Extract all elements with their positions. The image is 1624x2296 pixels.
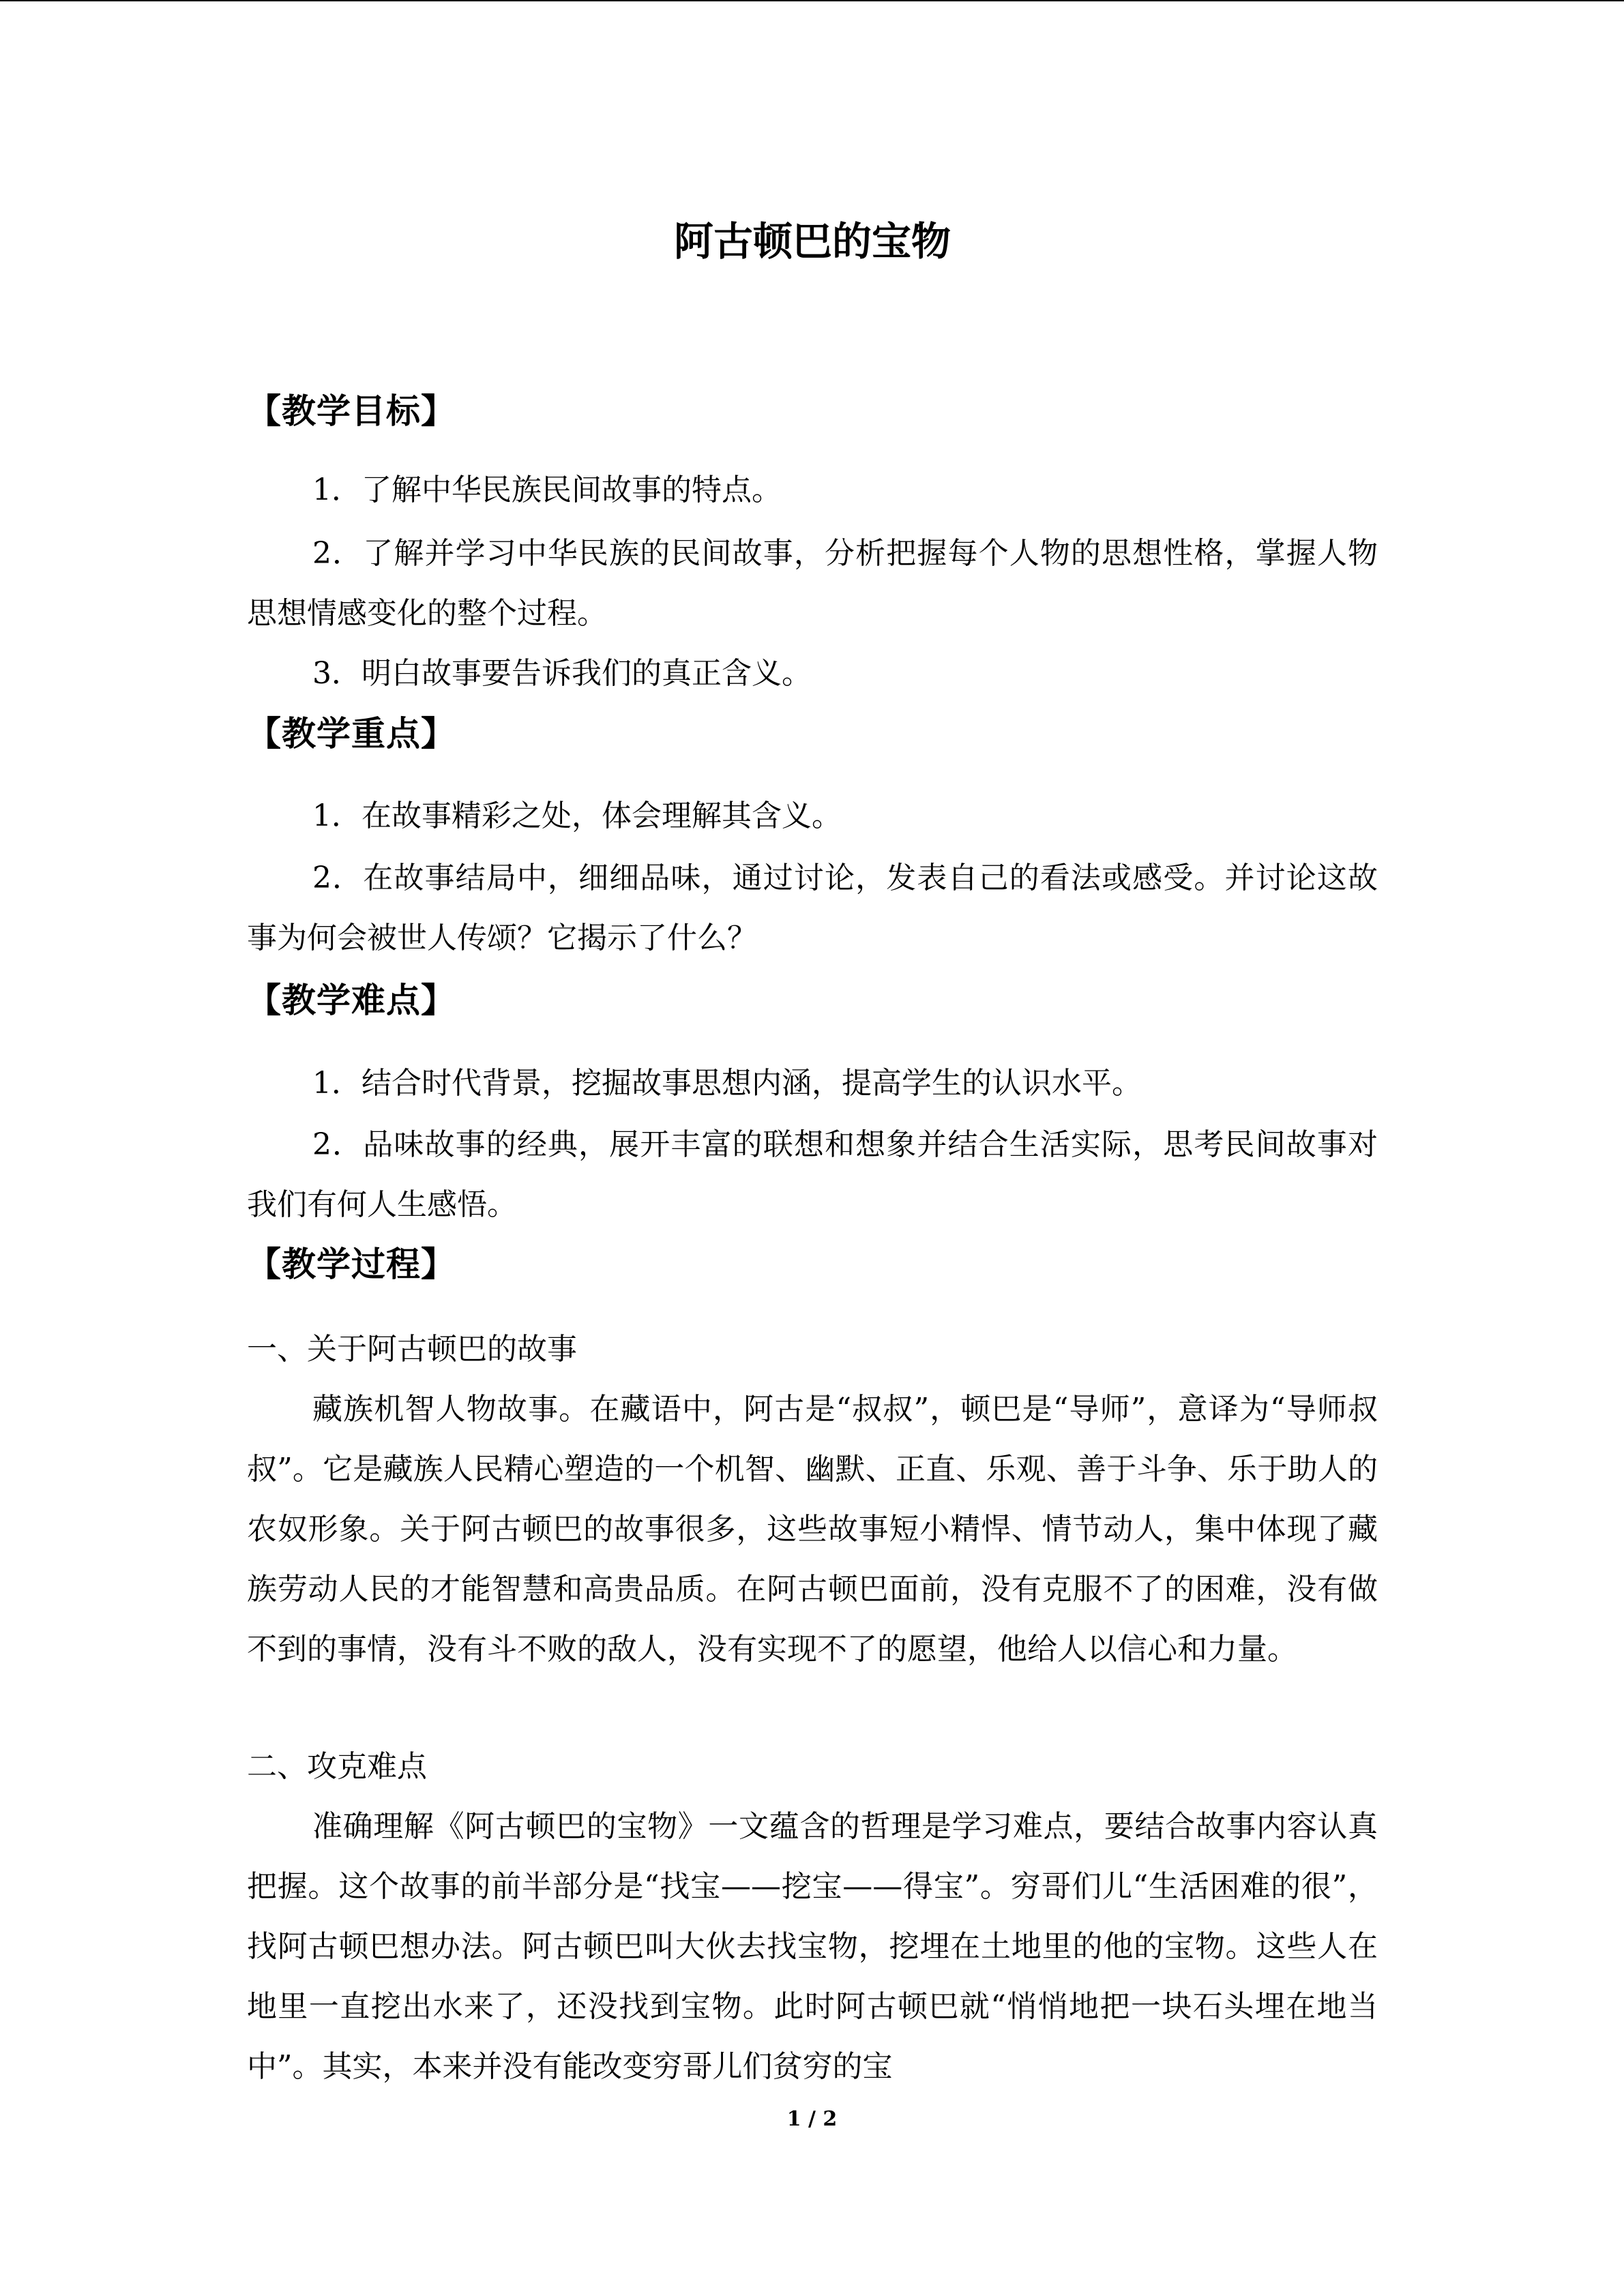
difficulty-item-2: 2．品味故事的经典，展开丰富的联想和想象并结合生活实际，思考民间故事对我们有何人生感悟。 xyxy=(247,1127,1378,1222)
section-heading-process: 【教学过程】 xyxy=(247,1244,456,1284)
difficulty-item-1: 1．结合时代背景，挖掘故事思想内涵，提高学生的认识水平。 xyxy=(312,1066,1142,1101)
process-part2-text: 准确理解《阿古顿巴的宝物》一文蕴含的哲理是学习难点，要结合故事内容认真把握。这个故事的前半部分是“找宝——挖宝——得宝”。穷哥们儿“生活困难的很”，找阿古顿巴想办法。阿古顿巴叫大伙去找宝物，挖埋在土地里的他的宝物。这些人在地里一直挖出水来了，还没找到宝物。此时阿古顿巴就“悄悄地把一块石头埋在地当中”。其实，本来并没有能改变穷哥儿们贫穷的宝 xyxy=(247,1809,1378,2084)
section-heading-difficulties: 【教学难点】 xyxy=(247,980,456,1020)
section-heading-key-points: 【教学重点】 xyxy=(247,713,456,754)
page-number: 1 / 2 xyxy=(786,2107,838,2131)
section-heading-objectives: 【教学目标】 xyxy=(247,391,456,431)
process-part2-title: 二、攻克难点 xyxy=(247,1749,427,1784)
key-point-item-2: 2．在故事结局中，细细品味，通过讨论，发表自己的看法或感受。并讨论这故事为何会被世人传颂？它揭示了什么？ xyxy=(247,861,1378,955)
objective-item-1: 1．了解中华民族民间故事的特点。 xyxy=(312,473,782,507)
objective-item-2: 2．了解并学习中华民族的民间故事，分析把握每个人物的思想性格，掌握人物思想情感变化的整个过程。 xyxy=(247,536,1378,631)
objective-item-3: 3．明白故事要告诉我们的真正含义。 xyxy=(312,656,812,691)
process-part1-text: 藏族机智人物故事。在藏语中，阿古是“叔叔”，顿巴是“导师”，意译为“导师叔叔”。它是藏族人民精心塑造的一个机智、幽默、正直、乐观、善于斗争、乐于助人的农奴形象。关于阿古顿巴的故事很多，这些故事短小精悍、情节动人，集中体现了藏族劳动人民的才能智慧和高贵品质。在阿古顿巴面前，没有克服不了的困难，没有做不到的事情，没有斗不败的敌人，没有实现不了的愿望，他给人以信心和力量。 xyxy=(247,1392,1378,1667)
page-title: 阿古顿巴的宝物 xyxy=(673,218,951,265)
process-part1-title: 一、关于阿古顿巴的故事 xyxy=(247,1332,577,1367)
key-point-item-1: 1．在故事精彩之处，体会理解其含义。 xyxy=(312,799,842,833)
